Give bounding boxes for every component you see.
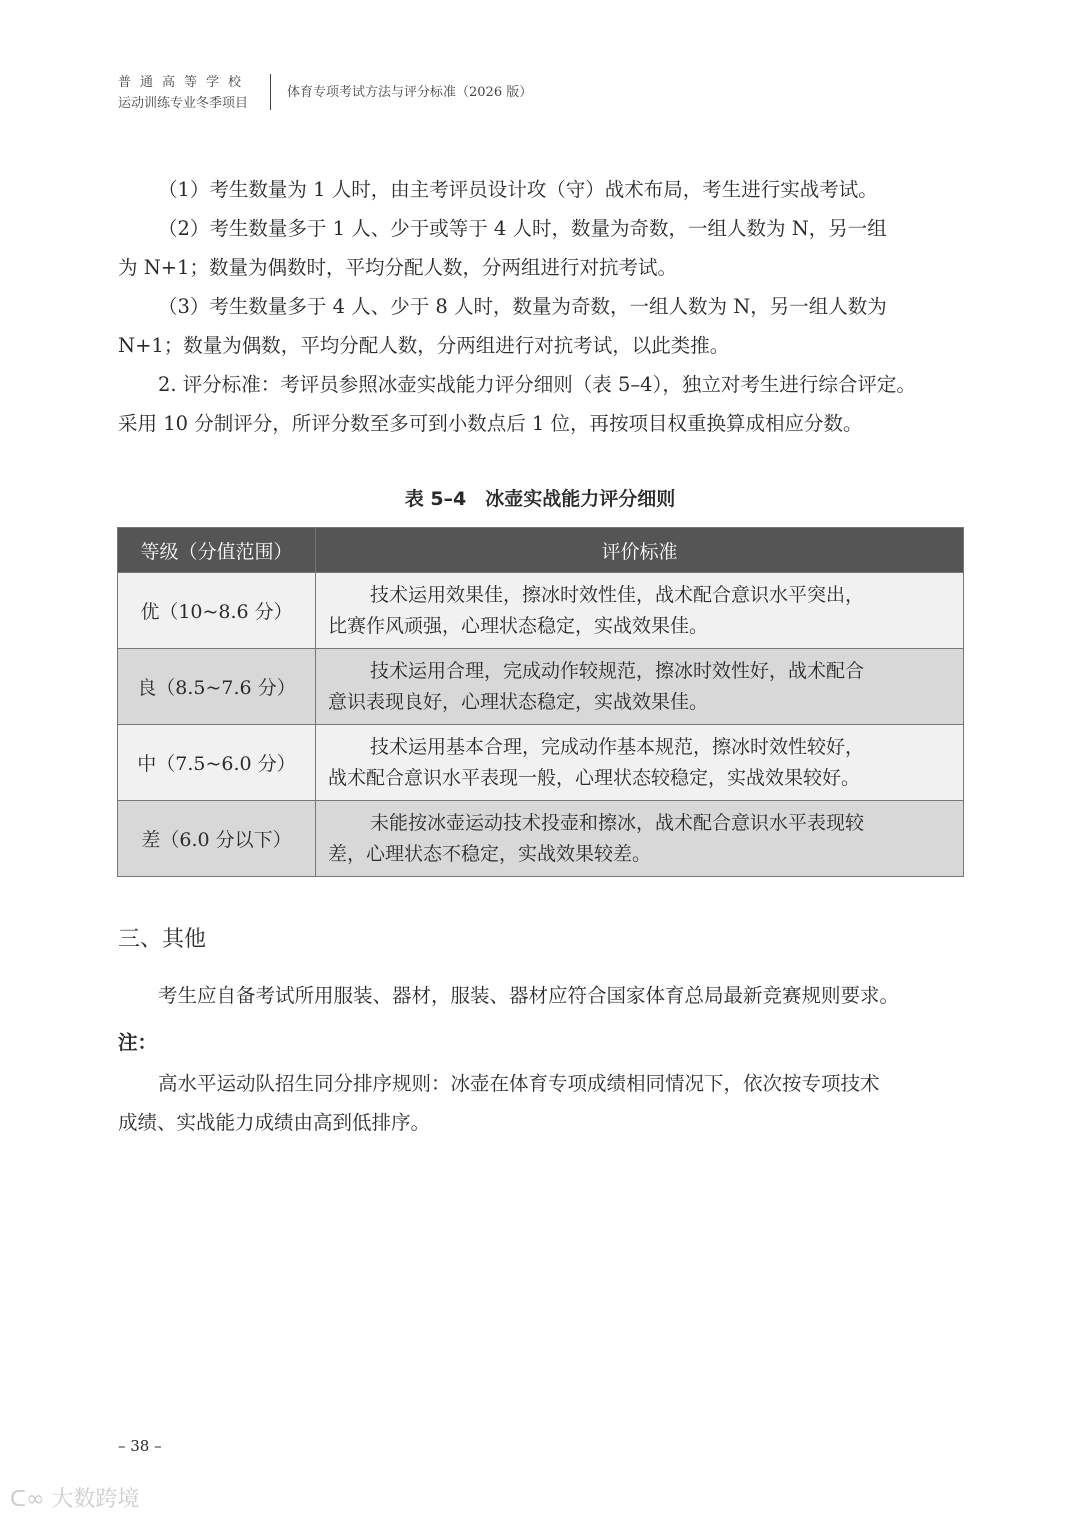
header-school: 普通高等学校 xyxy=(118,75,251,90)
grade-cell: 中（7.5~6.0 分） xyxy=(118,725,316,801)
header-criteria: 评价标准 xyxy=(316,528,964,573)
table-row xyxy=(118,649,964,725)
table-header-row xyxy=(118,528,964,573)
criteria-line: 差，心理状态不稳定，实战效果较差。 xyxy=(328,842,652,865)
running-header-title: 体育专项考试方法与评分标准（2026 版） xyxy=(287,85,533,100)
page-number: – 38 – xyxy=(118,1437,162,1455)
section-heading: 三、其他 xyxy=(118,927,207,952)
criteria-line: 意识表现良好，心理状态稳定，实战效果佳。 xyxy=(328,690,709,713)
criteria-line: 技术运用合理，完成动作较规范，擦冰时效性好，战术配合 xyxy=(370,659,865,682)
criteria-line: 技术运用基本合理，完成动作基本规范，擦冰时效性较好， xyxy=(370,735,865,758)
grade-cell: 优（10~8.6 分） xyxy=(118,573,316,649)
section-text: 考生应自备考试所用服装、器材，服装、器材应符合国家体育总局最新竞赛规则要求。 xyxy=(158,984,900,1007)
paragraph-1: （1）考生数量为 1 人时，由主考评员设计攻（守）战术布局，考生进行实战考试。 xyxy=(158,178,878,201)
paragraph-4-line2: 采用 10 分制评分，所评分数至多可到小数点后 1 位，再按项目权重换算成相应分数。 xyxy=(118,412,863,435)
header-grade: 等级（分值范围） xyxy=(118,528,316,573)
paragraph-3-line2: N+1；数量为偶数，平均分配人数，分两组进行对抗考试，以此类推。 xyxy=(118,334,730,357)
criteria-line: 比赛作风顽强，心理状态稳定，实战效果佳。 xyxy=(328,614,709,637)
note-line2: 成绩、实战能力成绩由高到低排序。 xyxy=(118,1111,431,1134)
note-line1: 高水平运动队招生同分排序规则：冰壶在体育专项成绩相同情况下，依次按专项技术 xyxy=(158,1072,880,1095)
running-header-left xyxy=(118,72,250,114)
table-row xyxy=(118,725,964,801)
note-label: 注： xyxy=(118,1031,158,1054)
criteria-line: 未能按冰壶运动技术投壶和擦冰，战术配合意识水平表现较 xyxy=(370,811,865,834)
watermark-logo-icon: ᑕ∞ xyxy=(10,1487,52,1512)
header-program: 运动训练专业冬季项目 xyxy=(118,96,249,111)
criteria-cell xyxy=(316,649,964,725)
watermark xyxy=(10,1482,139,1513)
grade-cell: 良（8.5~7.6 分） xyxy=(118,649,316,725)
criteria-line: 技术运用效果佳，擦冰时效性佳，战术配合意识水平突出， xyxy=(370,583,865,606)
paragraph-4-line1: 2. 评分标准：考评员参照冰壶实战能力评分细则（表 5–4），独立对考生进行综合评定。 xyxy=(158,373,916,396)
table-row xyxy=(118,573,964,649)
paragraph-2-line2: 为 N+1；数量为偶数时，平均分配人数，分两组进行对抗考试。 xyxy=(118,256,678,279)
table-row xyxy=(118,801,964,877)
criteria-cell xyxy=(316,725,964,801)
header-divider xyxy=(270,74,271,110)
paragraph-2-line1: （2）考生数量多于 1 人、少于或等于 4 人时，数量为奇数，一组人数为 N，另一组 xyxy=(158,217,887,240)
table-title: 表 5–4 冰壶实战能力评分细则 xyxy=(404,488,676,510)
scoring-table xyxy=(117,527,964,877)
criteria-cell xyxy=(316,573,964,649)
grade-cell: 差（6.0 分以下） xyxy=(118,801,316,877)
paragraph-3-line1: （3）考生数量多于 4 人、少于 8 人时，数量为奇数，一组人数为 N，另一组人数为 xyxy=(158,295,887,318)
criteria-line: 战术配合意识水平表现一般，心理状态较稳定，实战效果较好。 xyxy=(328,766,861,789)
watermark-text: 大数跨境 xyxy=(51,1487,140,1512)
criteria-cell xyxy=(316,801,964,877)
